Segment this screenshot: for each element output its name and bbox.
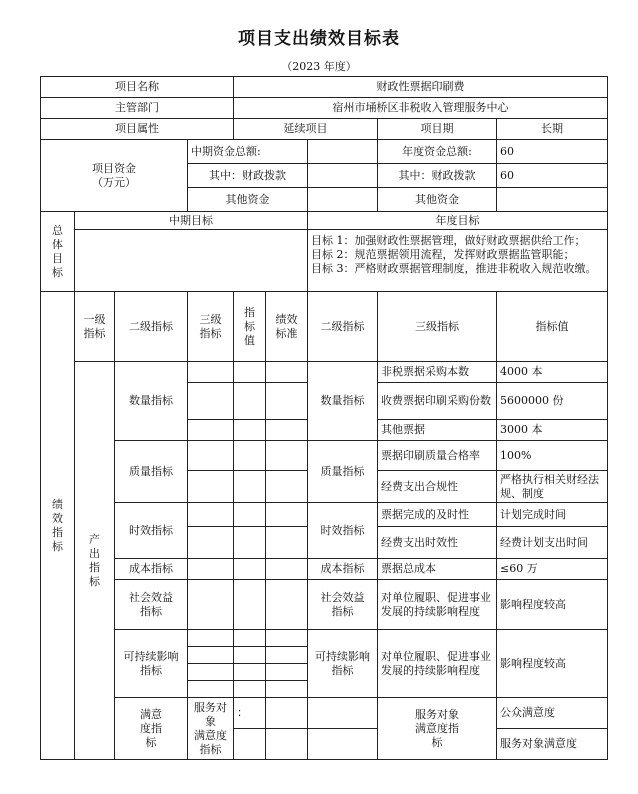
sustain-value: 影响程度较高 xyxy=(497,630,608,698)
year-goal-header: 年度目标 xyxy=(308,212,608,230)
period-label: 项目期 xyxy=(378,119,497,140)
year-total-label: 年度资金总额: xyxy=(378,140,497,164)
project-name-value: 财政性票据印刷费 xyxy=(234,77,608,98)
satisfaction-indicator-label: 满意 度指 标 xyxy=(115,698,188,760)
mid-total-value xyxy=(308,140,378,164)
quantity-label: 数量指标 xyxy=(308,362,378,441)
sustain-label: 可持续影响 指标 xyxy=(308,630,378,698)
satisfaction-label-left: 服务对象 满意度指标 xyxy=(188,698,234,760)
satisfaction-label: 服务对象 满意度指 标 xyxy=(378,698,497,760)
year-fiscal-label: 其中：财政拨款 xyxy=(378,164,497,188)
year-fiscal-value: 60 xyxy=(497,164,608,188)
cost-value: ≤60 万 xyxy=(497,559,608,580)
sustain-item: 对单位履职、促进事业发展的持续影响程度 xyxy=(378,630,497,698)
mid-total-label: 中期资金总额: xyxy=(188,140,308,164)
cost-label: 成本指标 xyxy=(308,559,378,580)
level2-header-right: 二级指标 xyxy=(308,292,378,362)
value-header: 指 标 值 xyxy=(234,292,266,362)
quality-label: 质量指标 xyxy=(308,441,378,503)
year-other-label: 其他资金 xyxy=(378,188,497,212)
level2-header: 二级指标 xyxy=(115,292,188,362)
level3-header-right: 三级指标 xyxy=(378,292,497,362)
quality-label-left: 质量指标 xyxy=(115,441,188,503)
standard-header: 绩效 标准 xyxy=(266,292,308,362)
funds-label: 项目资金 （万元） xyxy=(41,140,188,212)
timeliness-value: 计划完成时间 xyxy=(497,503,608,527)
satisfaction-left-item: ： xyxy=(234,698,266,729)
year-label: （2023 年度） xyxy=(281,60,357,73)
mid-fiscal-label: 其中：财政拨款 xyxy=(188,164,308,188)
level1-header: 一级 指标 xyxy=(75,292,115,362)
cost-label-left: 成本指标 xyxy=(115,559,188,580)
attr-value: 延续项目 xyxy=(234,119,378,140)
page-title: 项目支出绩效目标表 xyxy=(238,29,400,49)
mid-other-label: 其他资金 xyxy=(188,188,308,212)
timeliness-item: 票据完成的及时性 xyxy=(378,503,497,527)
mid-fiscal-value xyxy=(308,164,378,188)
value-header-right: 指标值 xyxy=(497,292,608,362)
quantity-value: 4000 本 xyxy=(497,362,608,383)
performance-indicator-label: 绩 效 指 标 xyxy=(41,292,75,760)
sustain-label-left: 可持续影响 指标 xyxy=(115,630,188,698)
output-indicator-label: 产 出 指 标 xyxy=(75,362,115,760)
level3-header: 三级 指标 xyxy=(188,292,234,362)
satisfaction-item: 服务对象满意度 xyxy=(497,729,608,760)
satisfaction-item: 公众满意度 xyxy=(497,698,608,729)
social-label: 社会效益 指标 xyxy=(308,580,378,630)
attr-label: 项目属性 xyxy=(41,119,234,140)
quality-value: 严格执行相关财经法规、制度 xyxy=(497,471,608,503)
year-goal-text: 目标 1：加强财政性票据管理，做好财政票据供给工作； 目标 2：规范票据领用流程，发挥财政票据监管职能； 目标 3：严格财政票据管理制度，推进非税收入规范收缴。 xyxy=(308,230,608,292)
period-value: 长期 xyxy=(497,119,608,140)
overall-goal-label: 总 体 目 标 xyxy=(41,212,75,292)
timeliness-item: 经费支出时效性 xyxy=(378,527,497,559)
quality-item: 经费支出合规性 xyxy=(378,471,497,503)
timeliness-label-left: 时效指标 xyxy=(115,503,188,559)
mid-goal-header: 中期目标 xyxy=(75,212,308,230)
year-other-value xyxy=(497,188,608,212)
performance-table xyxy=(40,76,608,760)
mid-goal-text xyxy=(75,230,308,292)
mid-other-value xyxy=(308,188,378,212)
social-label-left: 社会效益 指标 xyxy=(115,580,188,630)
dept-value: 宿州市埇桥区非税收入管理服务中心 xyxy=(234,98,608,119)
quantity-value: 3000 本 xyxy=(497,420,608,441)
social-value: 影响程度较高 xyxy=(497,580,608,630)
quality-item: 票据印刷质量合格率 xyxy=(378,441,497,471)
quantity-item: 非税票据采购本数 xyxy=(378,362,497,383)
year-total-value: 60 xyxy=(497,140,608,164)
cost-item: 票据总成本 xyxy=(378,559,497,580)
quantity-value: 5600000 份 xyxy=(497,383,608,420)
timeliness-label: 时效指标 xyxy=(308,503,378,559)
quantity-item: 其他票据 xyxy=(378,420,497,441)
quantity-item: 收费票据印刷采购份数 xyxy=(378,383,497,420)
social-item: 对单位履职、促进事业发展的持续影响程度 xyxy=(378,580,497,630)
quantity-label-left: 数量指标 xyxy=(115,362,188,441)
timeliness-value: 经费计划支出时间 xyxy=(497,527,608,559)
quality-value: 100% xyxy=(497,441,608,471)
dept-label: 主管部门 xyxy=(41,98,234,119)
project-name-label: 项目名称 xyxy=(41,77,234,98)
